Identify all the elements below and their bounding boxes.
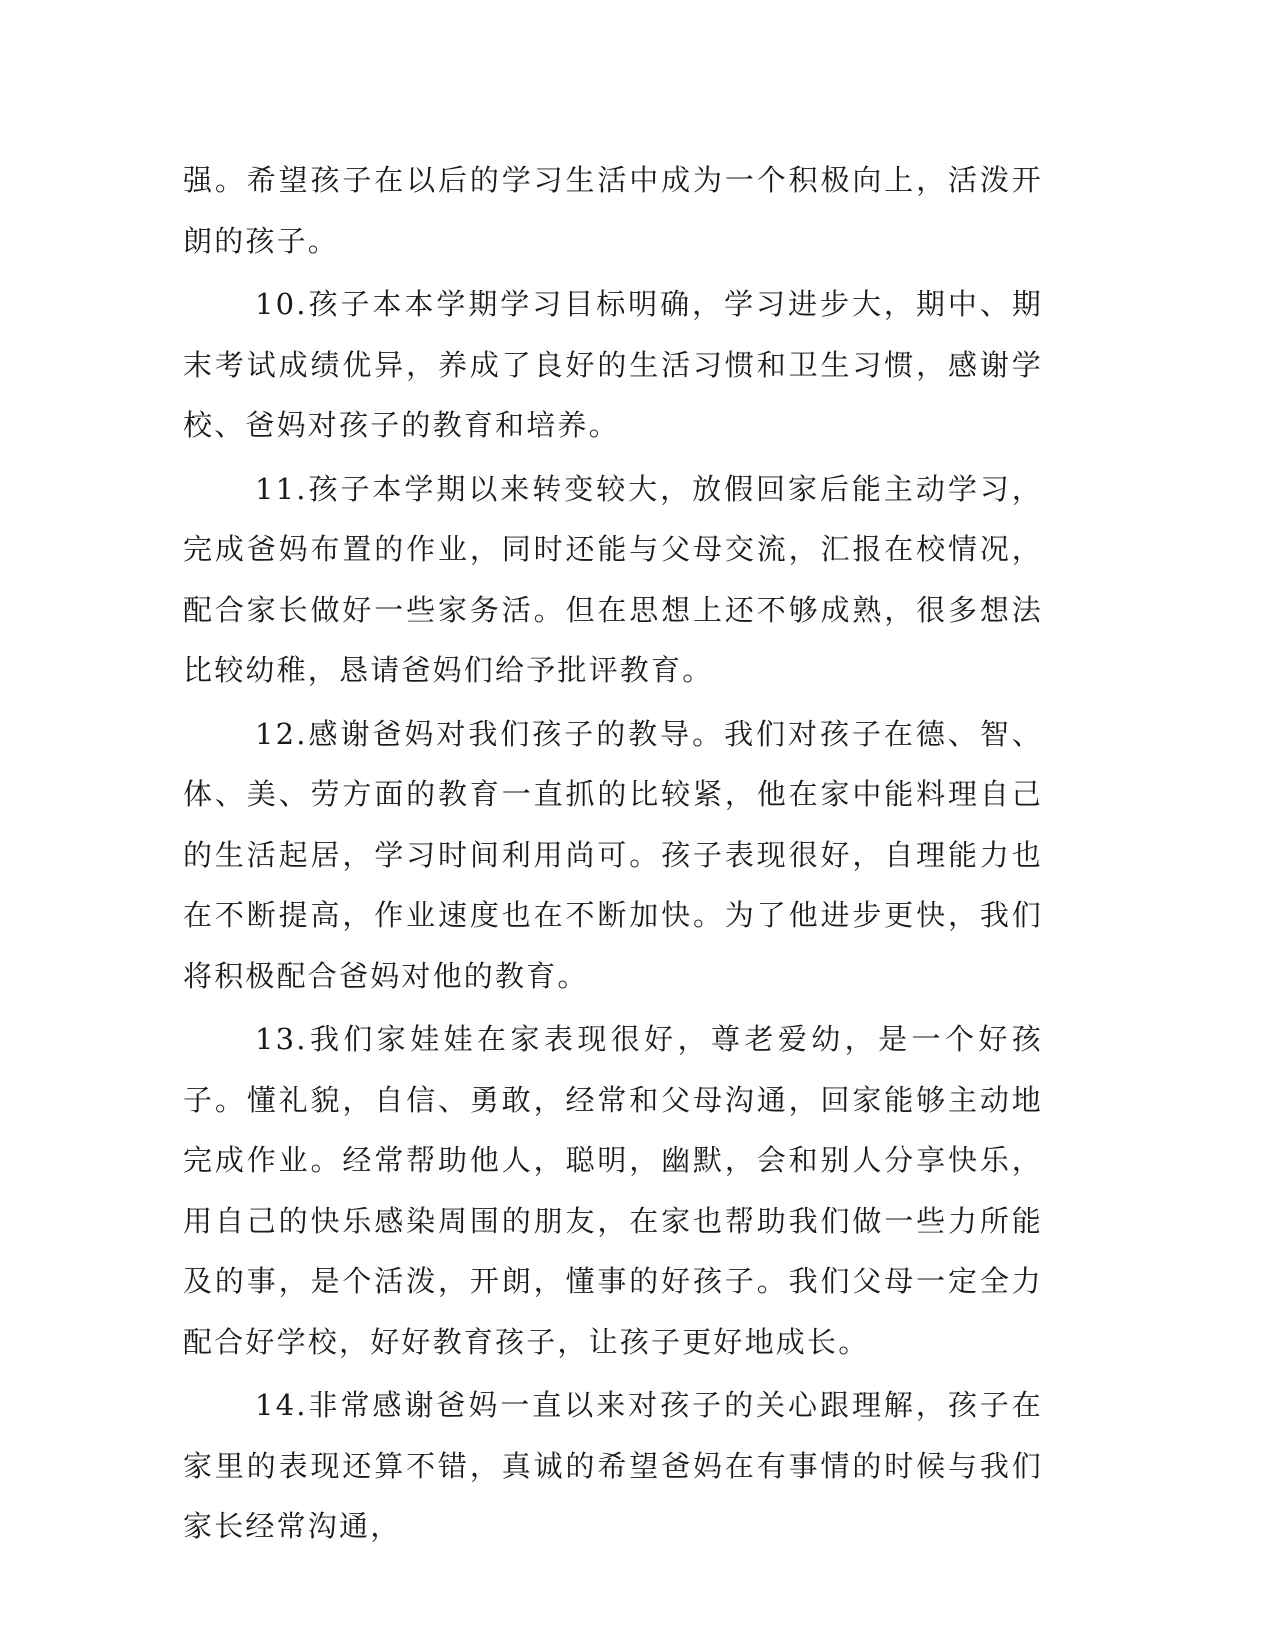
paragraph-10: 10.孩子本本学期学习目标明确，学习进步大，期中、期末考试成绩优异，养成了良好的生活习惯和卫生习惯，感谢学校、爸妈对孩子的教育和培养。 [183, 287, 1043, 442]
paragraph-continued: 强。希望孩子在以后的学习生活中成为一个积极向上，活泼开朗的孩子。 [183, 163, 1043, 258]
paragraph-11: 11.孩子本学期以来转变较大，放假回家后能主动学习，完成爸妈布置的作业，同时还能与父母交流，汇报在校情况，配合家长做好一些家务活。但在思想上还不够成熟，很多想法比较幼稚，恳请爸妈们给予批评教育。 [183, 471, 1043, 687]
document-page [183, 150, 1043, 1560]
paragraph-14: 14.非常感谢爸妈一直以来对孩子的关心跟理解，孩子在家里的表现还算不错，真诚的希望爸妈在有事情的时候与我们家长经常沟通， [183, 1388, 1043, 1543]
paragraph-12: 12.感谢爸妈对我们孩子的教导。我们对孩子在德、智、体、美、劳方面的教育一直抓的比较紧，他在家中能料理自己的生活起居，学习时间利用尚可。孩子表现很好，自理能力也在不断提高，作业速度也在不断加快。为了他进步更快，我们将积极配合爸妈对他的教育。 [183, 716, 1043, 993]
paragraph-13: 13.我们家娃娃在家表现很好，尊老爱幼，是一个好孩子。懂礼貌，自信、勇敢，经常和父母沟通，回家能够主动地完成作业。经常帮助他人，聪明，幽默，会和别人分享快乐，用自己的快乐感染周围的朋友，在家也帮助我们做一些力所能及的事，是个活泼，开朗，懂事的好孩子。我们父母一定全力配合好学校，好好教育孩子，让孩子更好地成长。 [183, 1022, 1043, 1359]
